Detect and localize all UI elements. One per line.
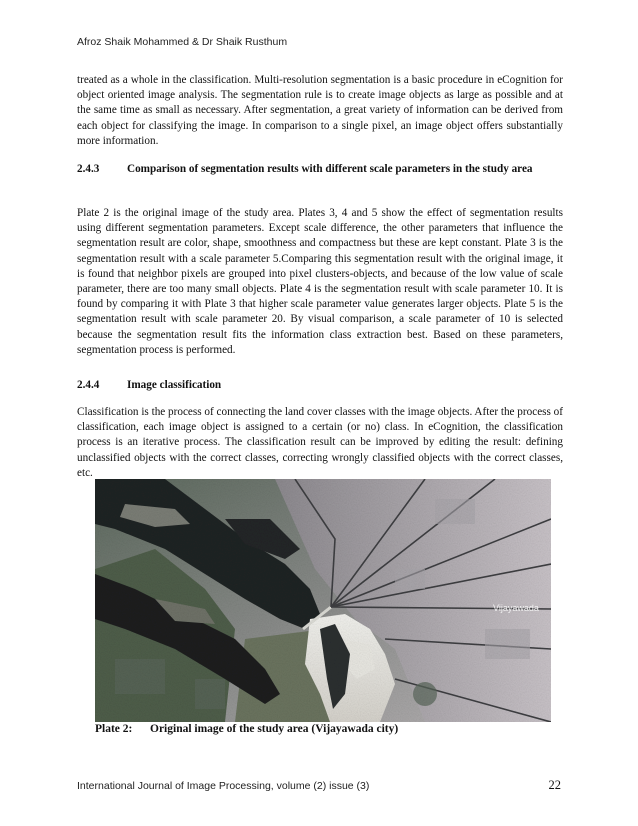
paragraph-segmentation-comparison: Plate 2 is the original image of the study area. Plates 3, 4 and 5 show the effect of segmentation results using different segmentation parameters. Except scale difference, the other parameters that influence the segmentation result are color, shape, smoothness and compactness but these are kept constant. Plate 3 is the segmentation result with a scale parameter 5.Comparing this segmentation result with the original image, it is found that neighbor pixels are grouped into pixel clusters-objects, and because of the low value of scale parameter, there are too many small objects. Plate 4 is the segmentation result with scale parameter 10. It is found by comparing it with Plate 3 that higher scale parameter value generates larger objects. Plate 5 is the segmentation result with scale parameter 20. By visual comparison, a scale parameter of 10 is selected because the segmentation result fits the information class extraction best. Based on these parameters, segmentation process is performed. xyxy=(77,207,563,356)
footer-journal: International Journal of Image Processing, volume (2) issue (3) xyxy=(77,780,370,792)
caption-text: Original image of the study area (Vijayawada city) xyxy=(150,723,399,735)
section-number: 2.4.4 xyxy=(77,379,100,391)
satellite-image-plate-2 xyxy=(95,479,551,722)
running-header: Afroz Shaik Mohammed & Dr Shaik Rusthum xyxy=(77,36,288,48)
paragraph-image-classification: Classification is the process of connecting the land cover classes with the image objects. After the process of classification, each image object is assigned to a certain (or no) class. In eCognition, the classification process is an iterative process. The classification result can be improved by editing the result: defining unclassified objects with the correct classes, correcting wrongly classified objects with the correct classes, etc. xyxy=(77,406,563,479)
page-number: 22 xyxy=(548,778,561,792)
section-heading-2-4-3 xyxy=(77,162,563,177)
section-number: 2.4.3 xyxy=(77,163,100,175)
figure-caption xyxy=(95,723,398,735)
paragraph-segmentation-intro: treated as a whole in the classification. Multi-resolution segmentation is a basic procedure in eCognition for object oriented image analysis. The segmentation rule is to create image objects as large as possible and at the same time as small as necessary. After segmentation, a great variety of information can be derived from each object for classifying the image. In comparison to a single pixel, an image object offers substantially more information. xyxy=(77,74,563,147)
map-place-label: Vijayawada xyxy=(493,603,539,613)
section-title: Image classification xyxy=(127,379,222,391)
section-title: Comparison of segmentation results with different scale parameters in the study area xyxy=(127,163,533,175)
section-heading-2-4-4 xyxy=(77,378,563,393)
caption-label: Plate 2: xyxy=(95,723,133,735)
